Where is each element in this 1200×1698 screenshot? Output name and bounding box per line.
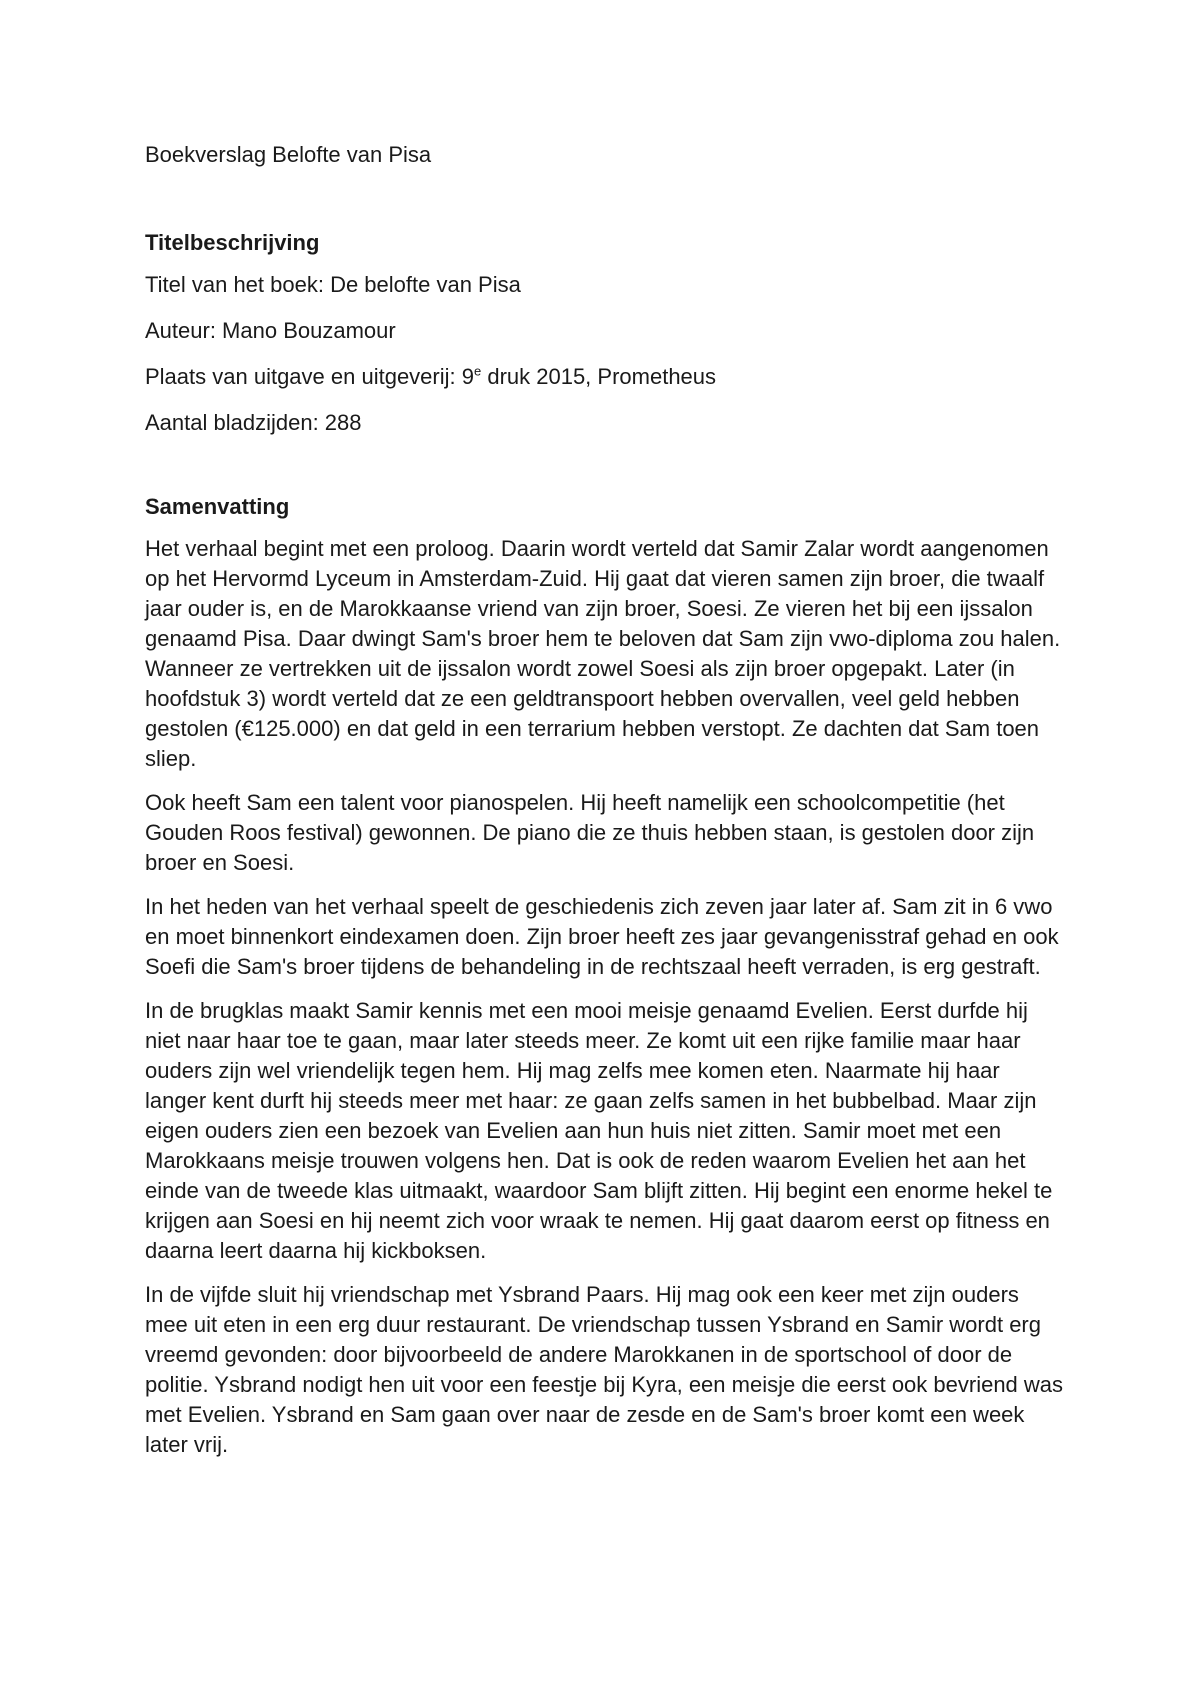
document-page bbox=[145, 140, 1065, 1474]
author-line: Auteur: Mano Bouzamour bbox=[145, 318, 396, 343]
edition-superscript: e bbox=[473, 363, 482, 379]
publisher-prefix: Plaats van uitgave en uitgeverij: 9 bbox=[145, 364, 474, 389]
book-title-line: Titel van het boek: De belofte van Pisa bbox=[145, 272, 521, 297]
summary-paragraph: In het heden van het verhaal speelt de geschiedenis zich zeven jaar later af. Sam zit in 6 vwo en moet binnenkort eindexamen doen. Zijn broer heeft zes jaar gevangenisstraf gehad en ook Soefi die Sam's broer tijdens de behandeling in de rechtszaal heeft verraden, is erg gestraft. bbox=[145, 894, 1059, 979]
publisher-suffix: druk 2015, Prometheus bbox=[481, 364, 717, 389]
section-heading-samenvatting: Samenvatting bbox=[145, 494, 290, 519]
summary-block bbox=[145, 534, 1065, 1460]
section-heading-titelbeschrijving: Titelbeschrijving bbox=[145, 230, 320, 255]
publisher-line bbox=[145, 362, 1065, 392]
summary-paragraph: In de brugklas maakt Samir kennis met een mooi meisje genaamd Evelien. Eerst durfde hij niet naar haar toe te gaan, maar later steeds meer. Ze komt uit een rijke familie maar haar ouders zijn wel vriendelijk tegen hem. Hij mag zelfs mee komen eten. Naarmate hij haar langer kent durft hij steeds meer met haar: ze gaan zelfs samen in het bubbelbad. Maar zijn eigen ouders zien een bezoek van Evelien aan hun huis niet zitten. Samir moet met een Marokkaans meisje trouwen volgens hen. Dat is ook de reden waarom Evelien het aan het einde van de tweede klas uitmaakt, waardoor Sam blijft zitten. Hij begint een enorme hekel te krijgen aan Soesi en hij neemt zich voor wraak te nemen. Hij gaat daarom eerst op fitness en daarna leert daarna hij kickboksen. bbox=[145, 998, 1053, 1263]
summary-paragraph: In de vijfde sluit hij vriendschap met Ysbrand Paars. Hij mag ook een keer met zijn ouders mee uit eten in een erg duur restaurant. De vriendschap tussen Ysbrand en Samir wordt erg vreemd gevonden: door bijvoorbeeld de andere Marokkanen in de sportschool of door de politie. Ysbrand nodigt hen uit voor een feestje bij Kyra, een meisje die eerst ook bevriend was met Evelien. Ysbrand en Sam gaan over naar de zesde en de Sam's broer komt een week later vrij. bbox=[145, 1282, 1064, 1457]
page-count-line: Aantal bladzijden: 288 bbox=[145, 410, 362, 435]
summary-paragraph: Ook heeft Sam een talent voor pianospelen. Hij heeft namelijk een schoolcompetitie (het Gouden Roos festival) gewonnen. De piano die ze thuis hebben staan, is gestolen door zijn broer en Soesi. bbox=[145, 790, 1035, 875]
title-description-block bbox=[145, 270, 1065, 438]
summary-paragraph: Het verhaal begint met een proloog. Daarin wordt verteld dat Samir Zalar wordt aangenomen op het Hervormd Lyceum in Amsterdam-Zuid. Hij gaat dat vieren samen zijn broer, die twaalf jaar ouder is, en de Marokkaanse vriend van zijn broer, Soesi. Ze vieren het bij een ijssalon genaamd Pisa. Daar dwingt Sam's broer hem te beloven dat Sam zijn vwo-diploma zou halen. Wanneer ze vertrekken uit de ijssalon wordt zowel Soesi als zijn broer opgepakt. Later (in hoofdstuk 3) wordt verteld dat ze een geldtranspoort hebben overvallen, veel geld hebben gestolen (€125.000) en dat geld in een terrarium hebben verstopt. Ze dachten dat Sam toen sliep. bbox=[145, 536, 1061, 771]
document-title: Boekverslag Belofte van Pisa bbox=[145, 142, 432, 167]
